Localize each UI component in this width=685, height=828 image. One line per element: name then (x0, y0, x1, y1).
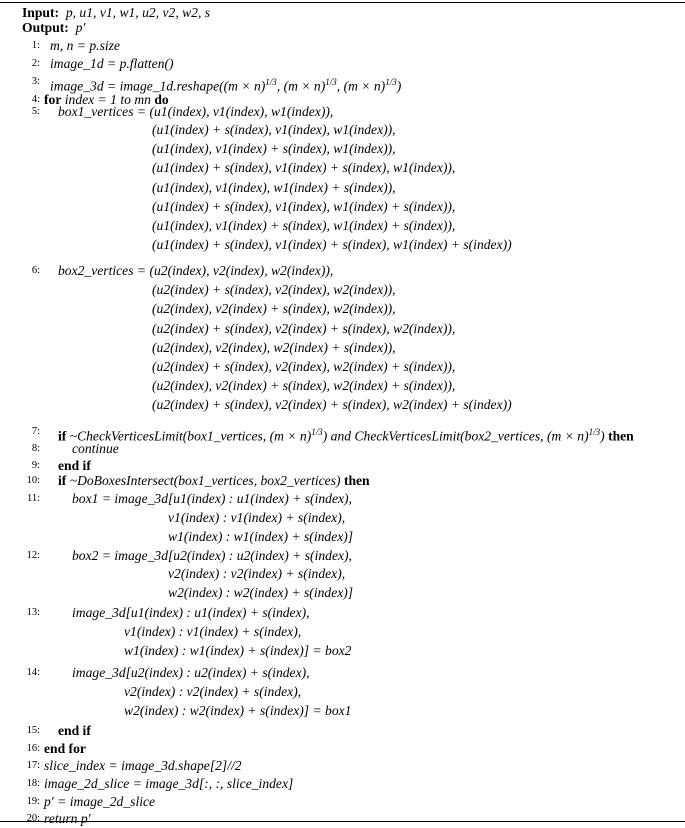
line-number: 11: (26, 493, 40, 504)
line-number: 19: (26, 796, 40, 807)
algorithm-line: (u1(index), v1(index), w1(index) + s(index)), (152, 180, 396, 195)
line-number: 3: (31, 76, 40, 87)
algorithm-line: box2 = image_3d[u2(index) : u2(index) + s(index), (72, 548, 352, 563)
line-number: 17: (26, 760, 40, 771)
algorithm-line: w1(index) : w1(index) + s(index)] = box2 (124, 643, 352, 658)
algorithm-line: (u2(index), v2(index) + s(index), w2(index)), (152, 301, 396, 316)
algorithm-line: v1(index) : v1(index) + s(index), (168, 510, 346, 525)
algorithm-line: (u2(index) + s(index), v2(index), w2(index) + s(index)), (152, 359, 456, 374)
line-number: 18: (26, 778, 40, 789)
algorithm-line: (u2(index) + s(index), v2(index) + s(index), w2(index) + s(index)) (152, 397, 512, 412)
top-rule (0, 2, 685, 3)
algorithm-line: v2(index) : v2(index) + s(index), (168, 566, 346, 581)
algorithm-line: continue (72, 441, 119, 456)
algorithm-line: (u1(index), v1(index) + s(index), w1(index) + s(index)), (152, 218, 456, 233)
algorithm-line: image_3d = image_1d.reshape((m × n)$^{1/3}$, $(m \times n)^{1/3}$, $(m \times n)^{1/3}$) (50, 77, 402, 94)
algorithm-line: image_1d = p.flatten() (50, 56, 174, 71)
line-number: 5: (31, 106, 40, 117)
algorithm-line: Output: p′ (22, 20, 86, 35)
algorithm-line: w1(index) : w1(index) + s(index)] (168, 529, 354, 544)
algorithm-line: slice_index = image_3d.shape[2]//2 (44, 758, 242, 773)
algorithm-line: (u2(index), v2(index), w2(index) + s(index)), (152, 340, 396, 355)
line-number: 8: (31, 443, 40, 454)
algorithm-line: Input: p, u1, v1, w1, u2, v2, w2, s (22, 5, 211, 20)
line-number: 14: (26, 667, 40, 678)
algorithm-line: image_3d[u2(index) : u2(index) + s(index), (72, 665, 310, 680)
algorithm-line: for index = 1 to mn do (44, 92, 169, 107)
algorithm-line: box1_vertices = (u1(index), v1(index), w1(index)), (58, 104, 334, 119)
algorithm-line: (u2(index), v2(index) + s(index), w2(index) + s(index)), (152, 378, 456, 393)
algorithm-line: p′ = image_2d_slice (44, 794, 156, 809)
line-number: 20: (26, 813, 40, 824)
line-number: 6: (31, 265, 40, 276)
line-number: 13: (26, 607, 40, 618)
line-number: 15: (26, 725, 40, 736)
algorithm-line: (u1(index) + s(index), v1(index) + s(index), w1(index)), (152, 160, 456, 175)
line-number: 4: (31, 94, 40, 105)
algorithm-line: v2(index) : v2(index) + s(index), (124, 684, 302, 699)
algorithm-line: box1 = image_3d[u1(index) : u1(index) + s(index), (72, 491, 352, 506)
algorithm-line: (u2(index) + s(index), v2(index), w2(index)), (152, 282, 396, 297)
line-number: 10: (26, 475, 40, 486)
algorithm-line: image_3d[u1(index) : u1(index) + s(index), (72, 605, 310, 620)
algorithm-line: if ~DoBoxesIntersect(box1_vertices, box2_vertices) then (58, 473, 370, 488)
bottom-rule (0, 821, 685, 822)
algorithm-line: box2_vertices = (u2(index), v2(index), w2(index)), (58, 263, 334, 278)
line-number: 12: (26, 550, 40, 561)
algorithm-line: m, n = p.size (50, 38, 120, 53)
algorithm-line: w2(index) : w2(index) + s(index)] (168, 585, 354, 600)
algorithm-line: v1(index) : v1(index) + s(index), (124, 624, 302, 639)
algorithm-line: (u1(index) + s(index), v1(index), w1(index) + s(index)), (152, 199, 456, 214)
line-number: 16: (26, 743, 40, 754)
algorithm-line: (u2(index) + s(index), v2(index) + s(index), w2(index)), (152, 321, 456, 336)
line-number: 2: (31, 58, 40, 69)
algorithm-line: return p′ (44, 811, 91, 826)
algorithm-line: (u1(index) + s(index), v1(index), w1(index)), (152, 122, 396, 137)
algorithm-line: end for (44, 741, 86, 756)
algorithm-line: (u1(index) + s(index), v1(index) + s(index), w1(index) + s(index)) (152, 237, 512, 252)
line-number: 7: (31, 426, 40, 437)
algorithm-line: end if (58, 458, 91, 473)
algorithm-line: end if (58, 723, 91, 738)
algorithm-line: image_2d_slice = image_3d[:, :, slice_index] (44, 776, 294, 791)
algorithm-line: (u1(index), v1(index) + s(index), w1(index)), (152, 141, 396, 156)
line-number: 1: (31, 40, 40, 51)
algorithm-line: w2(index) : w2(index) + s(index)] = box1 (124, 703, 352, 718)
line-number: 9: (31, 460, 40, 471)
algorithm-line: if ~CheckVerticesLimit(box1_vertices, $(m \times n)^{1/3}$) and CheckVerticesLimit(box2_vertices, $(m \times n)^{1/3}$) then (58, 427, 634, 444)
